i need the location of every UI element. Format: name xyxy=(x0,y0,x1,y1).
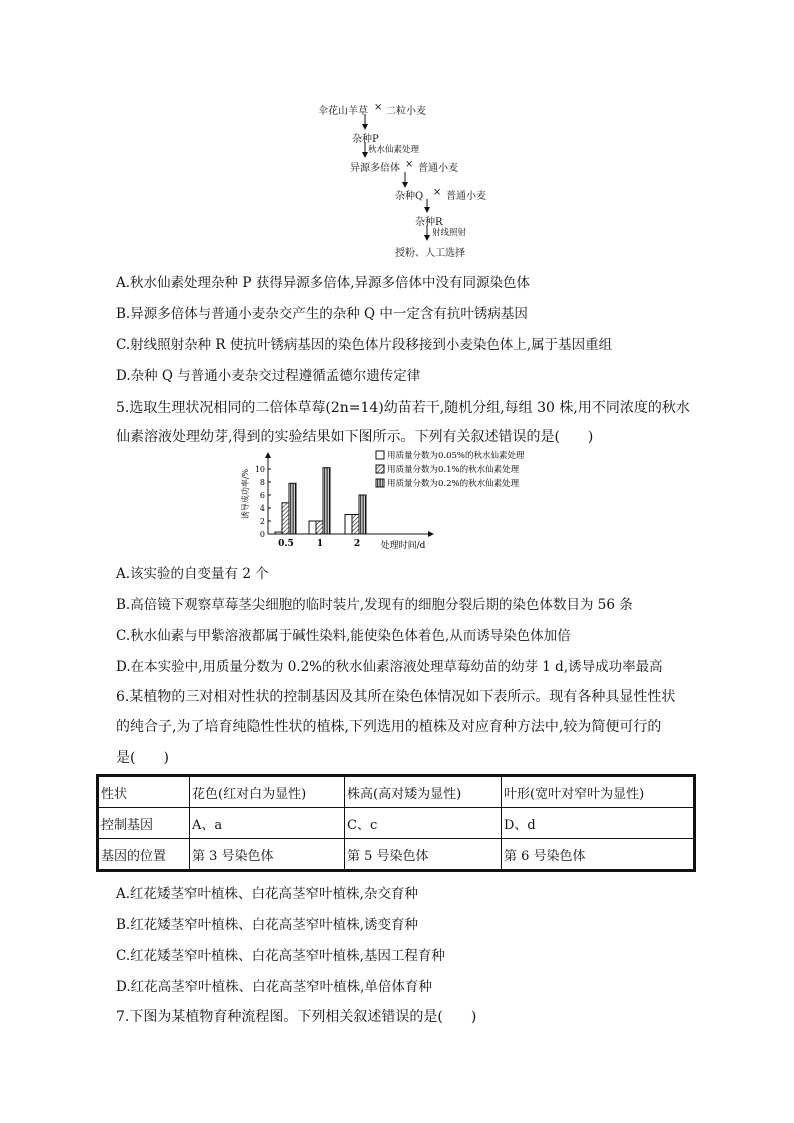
legend-label: 用质量分数为0.2%的秋水仙素处理 xyxy=(387,479,520,489)
q4-option-d: D.杂种 Q 与普通小麦杂交过程遵循孟德尔遗传定律 xyxy=(116,368,421,384)
q5-stem-line1: 5.选取生理状况相同的二倍体草莓(2n=14)幼苗若干,随机分组,每组 30 株,用不同浓度的秋水 xyxy=(116,400,690,416)
q5-option-c: C.秋水仙素与甲紫溶液都属于碱性染料,能使染色体着色,从而诱导染色体加倍 xyxy=(116,628,571,644)
table-cell: 花色(红对白为显性) xyxy=(190,776,345,808)
flow-step-radiation: 射线照射 xyxy=(432,228,467,238)
legend-swatch xyxy=(376,465,384,473)
x-axis-label: 处理时间/d xyxy=(380,541,426,551)
y-tick-label: 2 xyxy=(259,517,265,526)
bar xyxy=(316,521,323,534)
flow-arrow-3 xyxy=(400,172,410,188)
q5-option-b: B.高倍镜下观察草莓茎尖细胞的临时装片,发现有的细胞分裂后期的染色体数目为 56 条 xyxy=(116,597,633,613)
q5-option-a: A.该实验的自变量有 2 个 xyxy=(116,566,269,582)
y-tick-label: 6 xyxy=(259,491,265,500)
y-axis-label: 诱导成功率/% xyxy=(241,468,250,520)
flow-hybrid-q: 杂种Q xyxy=(395,191,424,202)
y-axis-arrow xyxy=(265,452,271,458)
table-cell: 第 6 号染色体 xyxy=(502,839,695,871)
table-row xyxy=(98,808,695,839)
trait-gene-table xyxy=(96,774,696,872)
table-cell: 控制基因 xyxy=(98,808,190,839)
flow-arrow-5 xyxy=(422,225,432,241)
flow-common-wheat-2: 普通小麦 xyxy=(446,191,486,202)
q6-option-b: B.红花矮茎窄叶植株、白花高茎窄叶植株,诱变育种 xyxy=(116,917,419,933)
q6-option-d: D.红花高茎窄叶植株、白花高茎窄叶植株,单倍体育种 xyxy=(116,979,432,995)
x-tick-label: 1 xyxy=(316,539,324,549)
table-cell: 第 3 号染色体 xyxy=(190,839,345,871)
x-axis-arrow xyxy=(428,531,434,537)
flow-final-selection: 授粉、人工选择 xyxy=(395,248,465,259)
bar xyxy=(309,521,316,534)
flow-common-wheat: 普通小麦 xyxy=(418,163,458,174)
table-row xyxy=(98,839,695,871)
flow-cross-sign-3: × xyxy=(433,187,442,198)
flow-arrow-4 xyxy=(422,199,432,213)
y-tick-label: 8 xyxy=(259,478,265,487)
induction-rate-chart xyxy=(238,450,568,552)
flow-hybrid-p: 杂种P xyxy=(352,134,379,145)
q6-option-a: A.红花矮茎窄叶植株、白花高茎窄叶植株,杂交育种 xyxy=(116,886,418,902)
q6-stem-line2: 的纯合子,为了培育纯隐性性状的植株,下列选用的植株及对应育种方法中,较为简便可行的 xyxy=(116,719,662,735)
table-cell: 第 5 号染色体 xyxy=(345,839,502,871)
flow-parent-left: 伞花山羊草 xyxy=(318,106,368,117)
bar xyxy=(275,532,282,534)
table-cell: A、a xyxy=(190,808,345,839)
flow-step-colchicine: 秋水仙素处理 xyxy=(368,145,420,155)
q4-option-a: A.秋水仙素处理杂种 P 获得异源多倍体,异源多倍体中没有同源染色体 xyxy=(116,275,530,291)
y-tick-label: 10 xyxy=(254,465,265,474)
q6-option-c: C.红花矮茎窄叶植株、白花高茎窄叶植株,基因工程育种 xyxy=(116,948,445,964)
legend-swatch xyxy=(376,451,384,459)
flow-cross-sign-2: × xyxy=(405,159,414,170)
table-cell: D、d xyxy=(502,808,695,839)
table-cell: 株高(高对矮为显性) xyxy=(345,776,502,808)
flow-parent-right: 二粒小麦 xyxy=(386,106,426,117)
flow-cross-sign: × xyxy=(374,102,383,113)
flow-hybrid-r: 杂种R xyxy=(415,217,443,228)
table-cell: 基因的位置 xyxy=(98,839,190,871)
q5-option-d: D.在本实验中,用质量分数为 0.2%的秋水仙素溶液处理草莓幼苗的幼芽 1 d,诱导成功率最高 xyxy=(116,659,663,675)
q5-stem-line2: 仙素溶液处理幼芽,得到的实验结果如下图所示。下列有关叙述错误的是( ) xyxy=(116,429,594,445)
bar xyxy=(345,515,352,535)
y-tick-label: 4 xyxy=(259,504,265,513)
q7-stem: 7.下图为某植物育种流程图。下列相关叙述错误的是( ) xyxy=(116,1009,477,1025)
legend-label: 用质量分数为0.1%的秋水仙素处理 xyxy=(387,465,520,475)
table-cell: 叶形(宽叶对窄叶为显性) xyxy=(502,776,695,808)
q4-option-b: B.异源多倍体与普通小麦杂交产生的杂种 Q 中一定含有抗叶锈病基因 xyxy=(116,306,528,322)
bar xyxy=(352,515,359,535)
table-cell: C、c xyxy=(345,808,502,839)
flow-arrow-1 xyxy=(360,114,370,130)
x-tick-label: 0.5 xyxy=(278,539,294,549)
q4-option-c: C.射线照射杂种 R 使抗叶锈病基因的染色体片段移接到小麦染色体上,属于基因重组 xyxy=(116,337,613,353)
bar xyxy=(282,503,289,534)
x-tick-label: 2 xyxy=(353,539,361,549)
legend-label: 用质量分数为0.05%的秋水仙素处理 xyxy=(387,451,525,461)
q6-stem-line3: 是( ) xyxy=(116,750,169,766)
table-row xyxy=(98,776,695,808)
flow-allopolyploid: 异源多倍体 xyxy=(350,163,400,174)
y-tick-label: 0 xyxy=(259,530,265,539)
table-cell: 性状 xyxy=(98,776,190,808)
q6-stem-line1: 6.某植物的三对相对性状的控制基因及其所在染色体情况如下表所示。现有各种具显性性状 xyxy=(116,689,676,705)
